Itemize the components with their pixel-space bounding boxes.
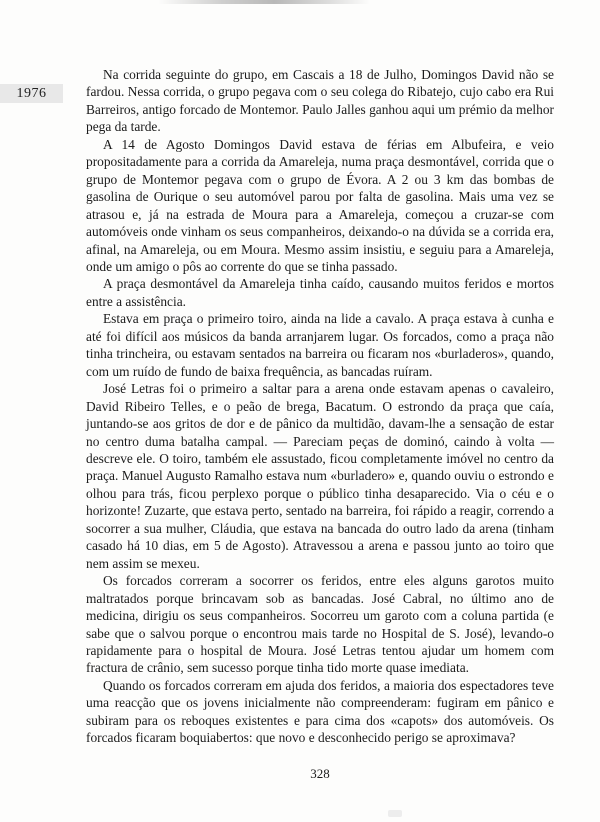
scan-artifact-top xyxy=(158,0,370,4)
paragraph: Quando os forcados correram em ajuda dos feridos, a maioria dos espectadores teve uma reacção que os jovens inicialmente não compreenderam: fugiram em pânico e subiram para os reboques existentes e para cima dos «capots» dos automóveis. Os forcados ficaram boquiabertos: que novo e desconhecido perigo se aproximava? xyxy=(86,677,554,746)
paragraph: Na corrida seguinte do grupo, em Cascais a 18 de Julho, Domingos David não se fardou. Nessa corrida, o grupo pegava com o seu colega do Ribatejo, cujo cabo era Rui Barreiros, antigo forcado de Montemor. Paulo Jalles ganhou aqui um prémio da melhor pega da tarde. xyxy=(86,67,554,135)
paragraph: José Letras foi o primeiro a saltar para a arena onde estavam apenas o cavaleiro, David Ribeiro Telles, e o peão de brega, Bacatum. O estrondo da praça que caía, juntando-se aos gritos de dor e de pânico da multidão, davam-lhe a sensação de estar no centro duma batalha campal. — Pareciam peças de dominó, caindo à volta — descreve ele. O toiro, também ele assustado, ficou completamente imóvel no centro da praça. Manuel Augusto Ramalho estava num «burladero» e, quando ouviu o estrondo e olhou para trás, ficou perplexo porque o público tinha desaparecido. Via o céu e o horizonte! Zuzarte, que estava perto, sentado na barreira, foi rápido a reagir, correndo a socorrer a sua mulher, Cláudia, que estava na bancada do outro lado da arena (tinham casado há 10 dias, em 5 de Agosto). Atravessou a arena e passou junto ao toiro que nem assim se mexeu. xyxy=(86,381,554,571)
paragraph: Os forcados correram a socorrer os feridos, entre eles alguns garotos muito maltratados porque brincavam sob as bancadas. José Cabral, no último ano de medicina, dirigiu os seus companheiros. Socorreu um garoto com a coluna partida (e sabe que o salvou porque o encontrou mais tarde no Hospital de S. José), levando-o rapidamente para o hospital de Moura. José Letras tentou ajudar um homem com fractura de crânio, sem sucesso porque tinha tido morte quase imediata. xyxy=(86,573,554,676)
margin-year-text: 1976 xyxy=(16,85,47,101)
paragraph: A 14 de Agosto Domingos David estava de férias em Albufeira, e veio propositadamente para a corrida da Amareleja, numa praça desmontável, corrida que o grupo de Montemor pegava com o grupo de Évora. A 2 ou 3 km das bombas de gasolina de Ourique o seu automóvel parou por falta de gasolina. Mais uma vez se atrasou e, já na estrada de Moura para a Amareleja, começou a cruzar-se com automóveis onde vinham os seus companheiros, deixando-o na dúvida se a corrida era, afinal, na Amareleja, ou em Moura. Mesmo assim insistiu, e seguiu para a Amareleja, onde um amigo o pôs ao corrente do que se tinha passado. xyxy=(86,136,554,274)
margin-year-label xyxy=(0,84,63,103)
page-number: 328 xyxy=(310,766,330,781)
body-text xyxy=(86,66,554,747)
paragraph: A praça desmontável da Amareleja tinha caído, causando muitos feridos e mortos entre a assistência. xyxy=(86,276,554,309)
scan-artifact-bottom xyxy=(388,810,402,817)
paragraph: Estava em praça o primeiro toiro, ainda na lide a cavalo. A praça estava à cunha e até foi difícil aos músicos da banda arranjarem lugar. Os forcados, como a praça não tinha trincheira, ou estavam sentados na barreira ou ficaram nos «burladeros», quando, com um ruído de fundo de baixa frequência, as bancadas ruíram. xyxy=(86,311,554,379)
